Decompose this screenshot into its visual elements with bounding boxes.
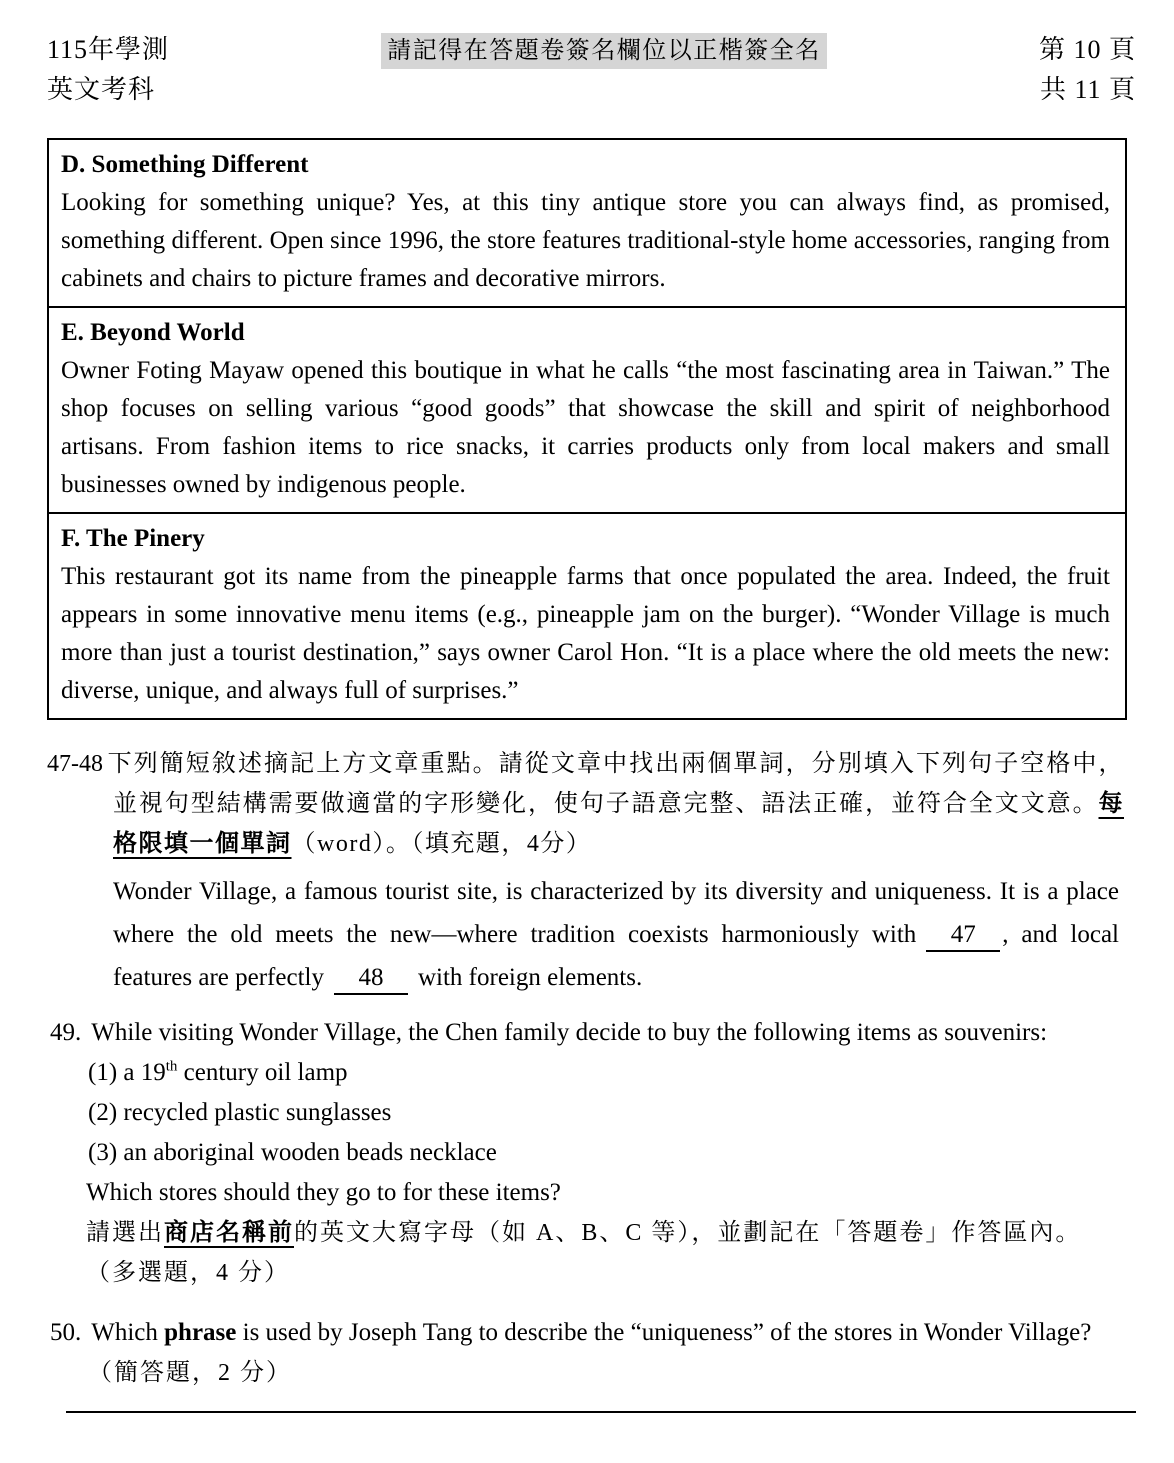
header-left — [47, 30, 169, 110]
souvenir-item-1 — [88, 1053, 1124, 1093]
cn-instruction-emphasis: 商店名稱前 — [164, 1220, 294, 1246]
souvenir-item-2: (2) recycled plastic sunglasses — [88, 1099, 392, 1126]
page-total: 共 11 頁 — [1039, 75, 1136, 104]
score-note: （多選題，4 分） — [86, 1260, 290, 1286]
page-header — [0, 0, 1174, 110]
passage-title: D. Something Different — [61, 151, 309, 178]
passage-box-e — [47, 308, 1127, 514]
passage-title: E. Beyond World — [61, 319, 245, 346]
stem-text: While visiting Wonder Village, the Chen family decide to buy the following items as souvenirs: — [91, 1019, 1048, 1046]
question-49 — [50, 1013, 1124, 1293]
stem-text-post: is used by Joseph Tang to describe the “uniqueness” of the stores in Wonder Village? — [236, 1319, 1092, 1346]
summary-part-3: with foreign elements. — [417, 964, 643, 991]
summary-paragraph — [113, 870, 1119, 999]
instruction-part-2: （word）。（填充題，4分） — [291, 831, 592, 857]
stem-text-pre: Which — [91, 1319, 165, 1346]
passage-title: F. The Pinery — [61, 525, 205, 552]
score-note: （簡答題，2 分） — [88, 1360, 292, 1386]
passage-boxes — [47, 138, 1127, 720]
passage-body: Looking for something unique? Yes, at this tiny antique store you can always find, as promised, something different. Open since 1996, the store features traditional-style home accessories, ranging from cabinets and chairs to picture frames and decorative mirrors. — [61, 189, 1110, 292]
item-1-text: (1) a 19 — [88, 1059, 166, 1086]
question-number: 49. — [50, 1019, 82, 1046]
passage-box-f — [47, 514, 1127, 720]
summary-part-2: , and local features are perfectly — [113, 921, 1119, 991]
subject-name: 英文考科 — [47, 75, 156, 104]
question-number: 47-48 — [47, 751, 103, 777]
question-47-48 — [47, 744, 1124, 999]
ordinal-superscript: th — [165, 1058, 178, 1075]
cn-instruction-pre: 請選出 — [86, 1220, 164, 1246]
summary-part-1: Wonder Village, a famous tourist site, is characterized by its diversity and uniqueness. It is a place where the old meets the new—where tradition coexists harmoniously with — [113, 878, 1119, 948]
blank-47: 47 — [926, 921, 1000, 952]
stem-bold-word: phrase — [164, 1319, 237, 1346]
signature-notice: 請記得在答題卷簽名欄位以正楷簽全名 — [381, 33, 827, 69]
page-number: 第 10 頁 — [1038, 35, 1136, 64]
passage-body: This restaurant got its name from the pineapple farms that once populated the area. Indeed, the fruit appears in some innovative menu items (e.g., pineapple jam on the burger). “Wonder Village is much more than just a tourist destination,” says owner Carol Hon. “It is a place where the old meets the new: diverse, unique, and always full of surprises.” — [61, 563, 1110, 704]
question-stem — [50, 1013, 1124, 1053]
instruction-emphasis: 每格限填一個單詞 — [113, 791, 1124, 857]
passage-body: Owner Foting Mayaw opened this boutique in what he calls “the most fascinating area in Taiwan.” The shop focuses on selling various “good goods” that showcase the skill and spirit of neighborhood artisans. From fashion items to rice snacks, it carries products only from local makers and small businesses owned by indigenous people. — [61, 357, 1110, 498]
instruction-text — [47, 744, 1124, 864]
exam-name: 115年學測 — [47, 35, 170, 64]
question-50 — [50, 1313, 1124, 1393]
item-1-text-end: century oil lamp — [177, 1059, 348, 1086]
passage-box-d — [47, 138, 1127, 308]
cn-instruction — [86, 1213, 1124, 1253]
header-right — [1039, 30, 1136, 110]
question-stem — [50, 1313, 1124, 1353]
cn-instruction-post: 的英文大寫字母（如 A、B、C 等），並劃記在「答題卷」作答區內。 — [294, 1220, 1082, 1246]
instruction-part-1: 下列簡短敘述摘記上方文章重點。請從文章中找出兩個單詞，分別填入下列句子空格中，並視句型結構需要做適當的字形變化，使句子語意完整、語法正確，並符合全文文意。 — [107, 751, 1124, 817]
sub-question: Which stores should they go to for these items? — [86, 1179, 561, 1206]
footer-divider — [66, 1411, 1136, 1413]
question-number: 50. — [50, 1319, 82, 1346]
souvenir-item-3: (3) an aboriginal wooden beads necklace — [88, 1139, 497, 1166]
blank-48: 48 — [334, 964, 408, 995]
